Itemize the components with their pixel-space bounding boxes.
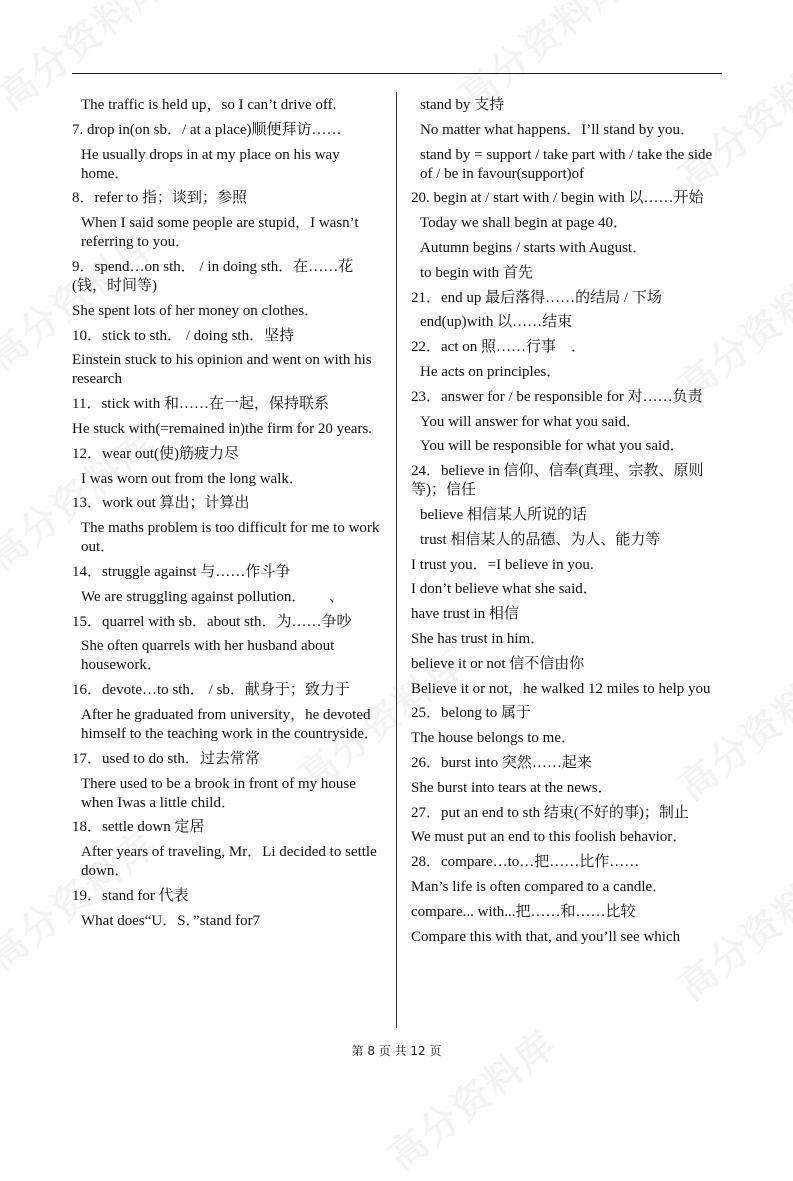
text-line: 10．stick to sth． / doing sth．坚持 xyxy=(72,327,295,344)
text-line: He stuck with(=remained in)the firm for 20 years. xyxy=(72,420,373,437)
text-line: believe it or not 信不信由你 xyxy=(411,655,585,672)
text-line: stand by = support / take part with / take the side of / be in favour(support)of xyxy=(420,146,713,182)
text-line: I was worn out from the long walk． xyxy=(81,470,304,487)
text-line: I trust you．=I believe in you. xyxy=(411,556,594,573)
text-line: Compare this with that, and you’ll see which xyxy=(411,928,681,945)
text-line: 7. drop in(on sb．/ at a place)顺便拜访…… xyxy=(72,121,342,138)
text-line: The traffic is held up，so I can’t drive off. xyxy=(81,97,337,113)
text-line: The house belongs to me． xyxy=(411,730,576,747)
text-line: The maths problem is too difficult for me to work out． xyxy=(81,520,380,556)
text-line: Believe it or not，he walked 12 miles to help you xyxy=(411,680,711,697)
text-line: Autumn begins / starts with August． xyxy=(420,239,648,256)
text-line: Today we shall begin at page 40． xyxy=(420,215,629,232)
text-line: She often quarrels with her husband about housework． xyxy=(81,638,335,674)
text-line: You will be responsible for what you said． xyxy=(420,438,685,455)
text-line: We must put an end to this foolish behavior． xyxy=(411,829,688,846)
right-column xyxy=(411,96,725,952)
text-line: 19．stand for 代表 xyxy=(72,887,189,904)
text-line: 12．wear out(使)筋疲力尽 xyxy=(72,445,240,462)
text-line: When I said some people are stupid，I wasn’t referring to you． xyxy=(81,215,359,251)
text-line: We are struggling against pollution． 、 xyxy=(81,588,344,605)
text-line: 8．refer to 指；谈到；参照 xyxy=(72,190,247,207)
text-line: 23．answer for / be responsible for 对……负责 xyxy=(411,388,703,405)
text-line: 28．compare…to…把……比作…… xyxy=(411,854,640,871)
text-line: 14．struggle against 与……作斗争 xyxy=(72,563,291,580)
text-line: to begin with 首先 xyxy=(420,264,533,281)
text-line: Einstein stuck to his opinion and went on with his research xyxy=(72,352,372,388)
text-line: 15．quarrel with sb．about sth．为……争吵 xyxy=(72,613,352,630)
text-line: He usually drops in at my place on his way home． xyxy=(81,146,340,182)
column-divider xyxy=(396,92,397,1028)
text-line: 27．put an end to sth 结束(不好的事)；制止 xyxy=(411,804,689,821)
text-line: I don’t believe what she said． xyxy=(411,581,598,598)
text-line: You will answer for what you said． xyxy=(420,413,641,430)
text-line: 16．devote…to sth． / sb．献身于；致力于 xyxy=(72,682,350,699)
text-line: 26．burst into 突然……起来 xyxy=(411,754,592,771)
text-line: 9．spend…on sth． / in doing sth．在……花(钱，时间等) xyxy=(72,258,354,294)
header-rule xyxy=(72,73,722,74)
text-line: 13．work out 算出；计算出 xyxy=(72,495,250,512)
text-line: stand by 支持 xyxy=(420,97,505,113)
text-line: She spent lots of her money on clothes． xyxy=(72,302,320,319)
text-line: end(up)with 以……结束 xyxy=(420,314,573,331)
text-line: have trust in 相信 xyxy=(411,606,519,623)
text-line: compare... with...把……和……比较 xyxy=(411,903,636,920)
text-line: 18．settle down 定居 xyxy=(72,819,205,836)
text-line: After years of traveling, Mr．Li decided to settle down． xyxy=(81,844,377,880)
text-line: She burst into tears at the news． xyxy=(411,779,613,796)
text-line: 21．end up 最后落得……的结局 / 下场 xyxy=(411,289,662,306)
text-line: believe 相信某人所说的话 xyxy=(420,506,588,523)
left-column xyxy=(72,96,384,937)
page-number: 第 8 页 共 12 页 xyxy=(351,1044,442,1058)
text-line: After he graduated from university，he devoted himself to the teaching work in the countryside． xyxy=(81,706,379,742)
text-line: trust 相信某人的品德、为人、能力等 xyxy=(420,531,661,548)
text-line: 24．believe in 信仰、信奉(真理、宗教、原则等)；信任 xyxy=(411,463,704,499)
text-line: 20. begin at / start with / begin with 以……开始 xyxy=(411,190,704,207)
text-line: He acts on principles． xyxy=(420,363,562,380)
text-line: 25．belong to 属于 xyxy=(411,705,531,722)
text-line: 11．stick with 和……在一起，保持联系 xyxy=(72,396,329,413)
text-line: She has trust in him． xyxy=(411,630,546,647)
text-line: There used to be a brook in front of my house when Iwas a little child． xyxy=(81,775,356,811)
text-line: What does“U．S．”stand for7 xyxy=(81,912,261,929)
watermark xyxy=(374,1014,565,1180)
text-line: 17．used to do sth．过去常常 xyxy=(72,750,260,767)
text-line: 22．act on 照……行事 ． xyxy=(411,339,586,356)
text-line: No matter what happens．I’ll stand by you． xyxy=(420,121,695,138)
text-line: Man’s life is often compared to a candle． xyxy=(411,878,668,895)
